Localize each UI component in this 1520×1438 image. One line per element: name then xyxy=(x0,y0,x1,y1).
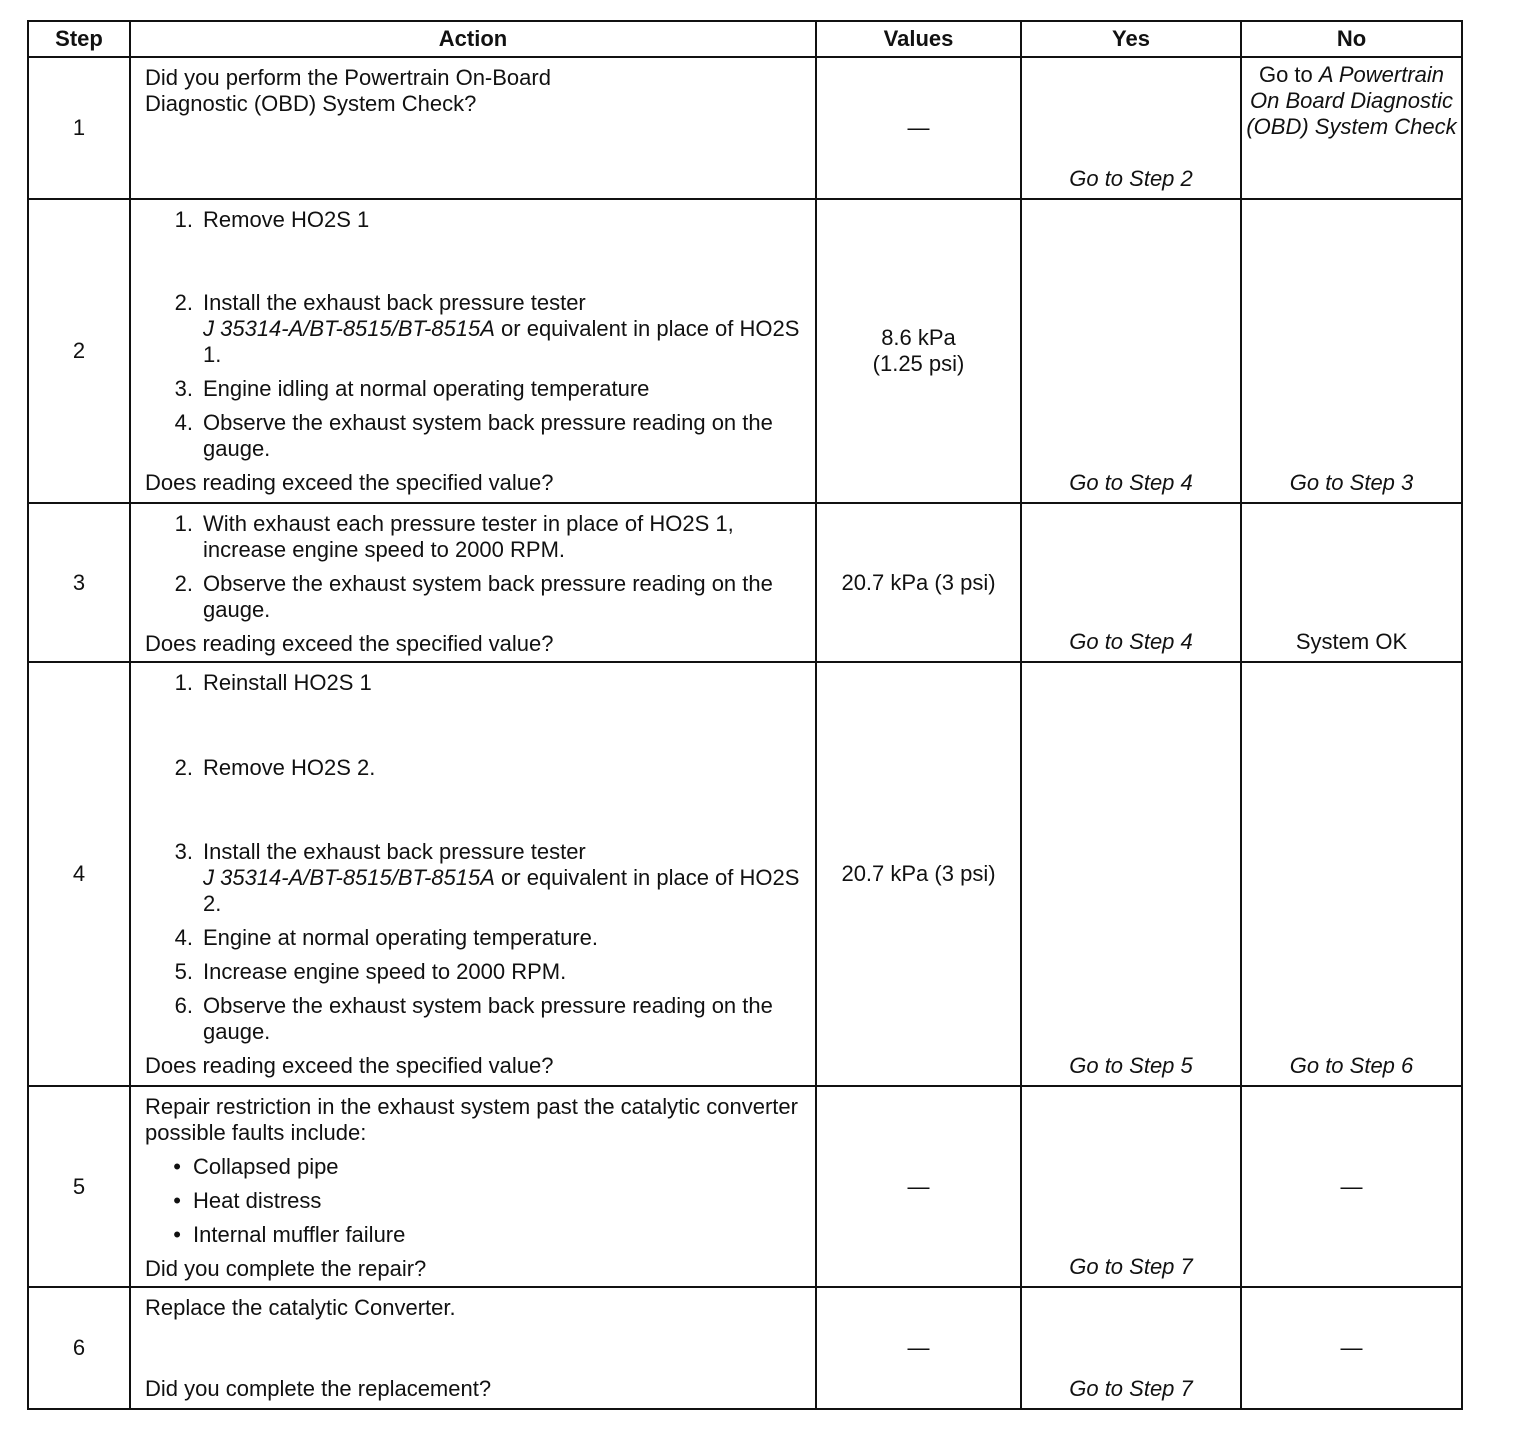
list-item: • Collapsed pipe xyxy=(173,1154,339,1179)
list-item: 2. Install the exhaust back pressure tester J 35314-A/BT-8515/BT-8515A or equivalent in place of HO2S 1. xyxy=(174,290,800,367)
question-text: Does reading exceed the specified value? xyxy=(145,1053,554,1078)
list-item: 5. Increase engine speed to 2000 RPM. xyxy=(174,959,567,984)
question-text: Did you perform the Powertrain On-Board Diagnostic (OBD) System Check? xyxy=(145,65,551,116)
value-cell: 20.7 kPa (3 psi) xyxy=(816,503,1021,662)
no-cell: Go to Step 6 xyxy=(1241,662,1462,1086)
tool-number: J 35314-A/BT-8515/BT-8515A xyxy=(203,316,495,341)
step-number: 6 xyxy=(28,1287,130,1409)
diagnostic-table xyxy=(27,20,1463,1410)
value-cell: — xyxy=(816,1287,1021,1409)
step-number: 2 xyxy=(28,199,130,503)
yes-cell: Go to Step 4 xyxy=(1021,503,1241,662)
header-no: No xyxy=(1241,21,1462,57)
list-item: 4. Engine at normal operating temperature. xyxy=(174,925,599,950)
action-cell xyxy=(130,1086,816,1287)
list-item: • Heat distress xyxy=(173,1188,322,1213)
value-cell: — xyxy=(816,57,1021,199)
list-item: 2. Observe the exhaust system back pressure reading on the gauge. xyxy=(174,571,773,622)
action-cell xyxy=(130,662,816,1086)
list-item: 1. Remove HO2S 1 xyxy=(174,207,370,232)
table-row xyxy=(28,662,1462,1086)
value-cell: — xyxy=(816,1086,1021,1287)
value-cell: 8.6 kPa (1.25 psi) xyxy=(816,199,1021,503)
question-text: Did you complete the repair? xyxy=(145,1256,427,1281)
no-cell: — xyxy=(1241,1086,1462,1287)
action-cell xyxy=(130,199,816,503)
header-action: Action xyxy=(130,21,816,57)
step-number: 5 xyxy=(28,1086,130,1287)
question-text: Does reading exceed the specified value? xyxy=(145,470,554,495)
list-item: 1. Reinstall HO2S 1 xyxy=(174,670,372,695)
intro-text: Repair restriction in the exhaust system past the catalytic converter possible faults include: xyxy=(145,1094,798,1145)
step-number: 1 xyxy=(28,57,130,199)
table-row xyxy=(28,1287,1462,1409)
list-item: 4. Observe the exhaust system back pressure reading on the gauge. xyxy=(174,410,773,461)
no-prefix: Go to xyxy=(1258,62,1319,87)
no-cell xyxy=(1241,57,1462,199)
tool-number: J 35314-A/BT-8515/BT-8515A xyxy=(203,865,495,890)
no-cell: System OK xyxy=(1241,503,1462,662)
header-yes: Yes xyxy=(1021,21,1241,57)
no-cell: Go to Step 3 xyxy=(1241,199,1462,503)
list-item: 3. Engine idling at normal operating temperature xyxy=(174,376,650,401)
table-row xyxy=(28,199,1462,503)
yes-cell: Go to Step 7 xyxy=(1021,1086,1241,1287)
question-text: Does reading exceed the specified value? xyxy=(145,631,554,656)
list-item: • Internal muffler failure xyxy=(173,1222,406,1247)
table-row xyxy=(28,1086,1462,1287)
question-text: Did you complete the replacement? xyxy=(145,1376,492,1401)
yes-cell: Go to Step 5 xyxy=(1021,662,1241,1086)
step-number: 4 xyxy=(28,662,130,1086)
no-cell: — xyxy=(1241,1287,1462,1409)
list-item: 1. With exhaust each pressure tester in place of HO2S 1, increase engine speed to 2000 RPM. xyxy=(174,511,734,562)
step-number: 3 xyxy=(28,503,130,662)
header-step: Step xyxy=(28,21,130,57)
no-link: A Powertrain On Board Diagnostic (OBD) System Check xyxy=(1246,62,1457,139)
action-cell xyxy=(130,57,816,199)
value-cell: 20.7 kPa (3 psi) xyxy=(816,662,1021,1086)
list-item: 2. Remove HO2S 2. xyxy=(174,754,376,780)
action-cell xyxy=(130,1287,816,1409)
header-row xyxy=(28,21,1462,57)
yes-cell: Go to Step 2 xyxy=(1021,57,1241,199)
action-cell xyxy=(130,503,816,662)
header-values: Values xyxy=(816,21,1021,57)
list-item: 6. Observe the exhaust system back pressure reading on the gauge. xyxy=(174,993,773,1044)
list-item: 3. Install the exhaust back pressure tester J 35314-A/BT-8515/BT-8515A or equivalent in place of HO2S 2. xyxy=(174,839,800,916)
intro-text: Replace the catalytic Converter. xyxy=(145,1295,456,1320)
table-row xyxy=(28,57,1462,199)
yes-cell: Go to Step 7 xyxy=(1021,1287,1241,1409)
table-row xyxy=(28,503,1462,662)
yes-cell: Go to Step 4 xyxy=(1021,199,1241,503)
